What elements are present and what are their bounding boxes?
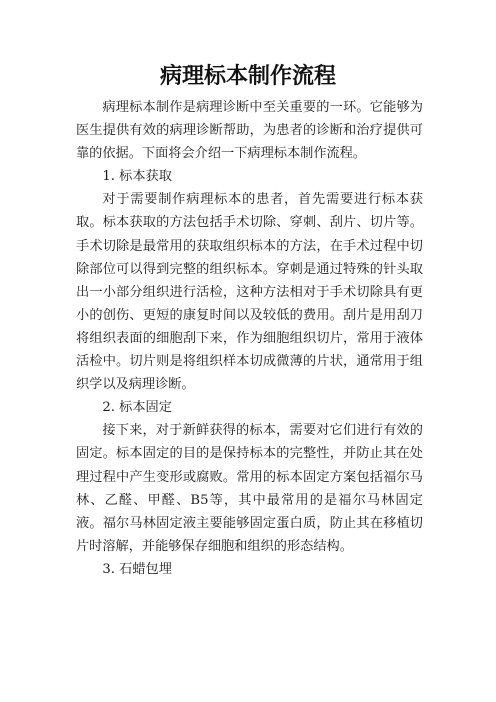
section-heading-paraffin-embedding: 3. 石蜡包埋: [102, 561, 172, 577]
specimen-fixation-paragraph: 接下来，对于新鲜获得的标本，需要对它们进行有效的固定。标本固定的目的是保持标本的完整性，并防止其在处理过程中产生变形或腐败。常用的标本固定方案包括福尔马林、乙醛、甲醛、B5等，其中最常用的是福尔马林固定液。福尔马林固定液主要能够固定蛋白质，防止其在移植切片时溶解，并能够保存细胞和组织的形态结构。: [76, 423, 423, 554]
section-heading-specimen-collection: 1. 标本获取: [102, 169, 172, 185]
document-body: [76, 96, 423, 581]
document-title: 病理标本制作流程: [159, 64, 336, 89]
specimen-collection-paragraph: 对于需要制作病理标本的患者，首先需要进行标本获取。标本获取的方法包括手术切除、穿刺、刮片、切片等。手术切除是最常用的获取组织标本的方法，在手术过程中切除部位可以得到完整的组织标本。穿刺是通过特殊的针头取出一小部分组织进行活检，这种方法相对于手术切除具有更小的创伤、更短的康复时间以及较低的费用。刮片是用刮刀将组织表面的细胞刮下来，作为细胞组织切片，常用于液体活检中。切片则是将组织样本切成微薄的片状，通常用于组织学以及病理诊断。: [76, 192, 423, 393]
intro-paragraph: 病理标本制作是病理诊断中至关重要的一环。它能够为医生提供有效的病理诊断帮助，为患者的诊断和治疗提供可靠的依据。下面将会介绍一下病理标本制作流程。: [76, 100, 423, 162]
section-heading-specimen-fixation: 2. 标本固定: [102, 400, 172, 416]
